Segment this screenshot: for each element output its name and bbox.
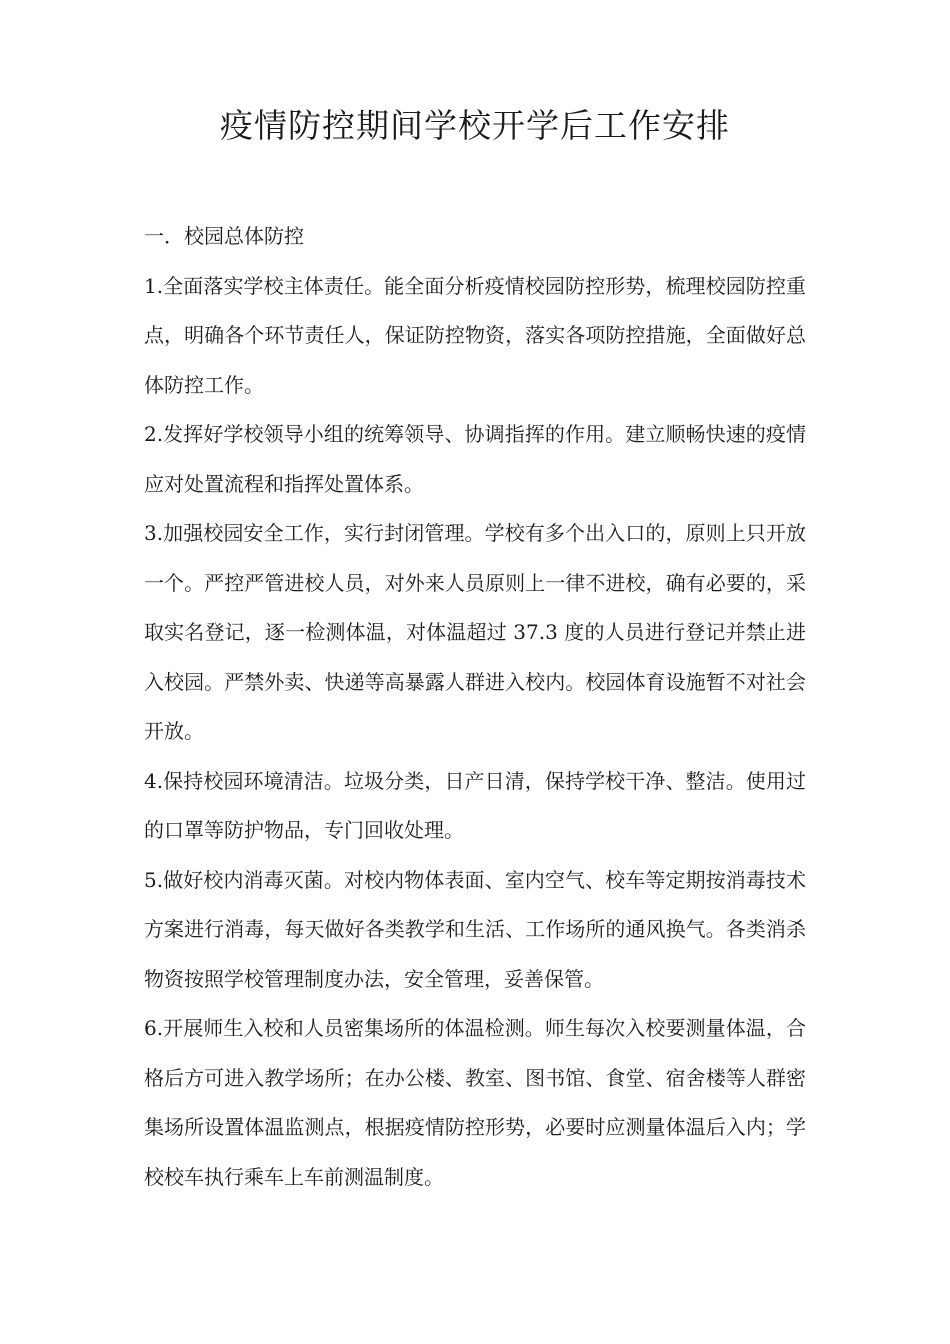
paragraph-item-6: 6.开展师生入校和人员密集场所的体温检测。师生每次入校要测量体温，合格后方可进入教学场所；在办公楼、教室、图书馆、食堂、宿舍楼等人群密集场所设置体温监测点，根据疫情防控形势，必要时应测量体温后入内；学校校车执行乘车上车前测温制度。	[144, 1016, 806, 1189]
paragraph-item-1: 1.全面落实学校主体责任。能全面分析疫情校园防控形势，梳理校园防控重点，明确各个环节责任人，保证防控物资，落实各项防控措施，全面做好总体防控工作。	[144, 273, 806, 397]
paragraph-item-2: 2.发挥好学校领导小组的统筹领导、协调指挥的作用。建立顺畅快速的疫情应对处置流程和指挥处置体系。	[144, 422, 806, 496]
document-body	[144, 212, 806, 1202]
paragraph-item-3: 3.加强校园安全工作，实行封闭管理。学校有多个出入口的，原则上只开放一个。严控严管进校人员，对外来人员原则上一律不进校，确有必要的，采取实名登记，逐一检测体温，对体温超过 37.3 度的人员进行登记并禁止进入校园。严禁外卖、快递等高暴露人群进入校内。校园体育设施暂不对社会开放。	[144, 521, 806, 743]
section-heading: 一．校园总体防控	[144, 224, 304, 248]
paragraph-item-5: 5.做好校内消毒灭菌。对校内物体表面、室内空气、校车等定期按消毒技术方案进行消毒，每天做好各类教学和生活、工作场所的通风换气。各类消杀物资按照学校管理制度办法，安全管理，妥善保管。	[144, 867, 806, 991]
document-title: 疫情防控期间学校开学后工作安排	[220, 106, 730, 145]
paragraph-item-4: 4.保持校园环境清洁。垃圾分类，日产日清，保持学校干净、整洁。使用过的口罩等防护物品，专门回收处理。	[144, 768, 806, 842]
